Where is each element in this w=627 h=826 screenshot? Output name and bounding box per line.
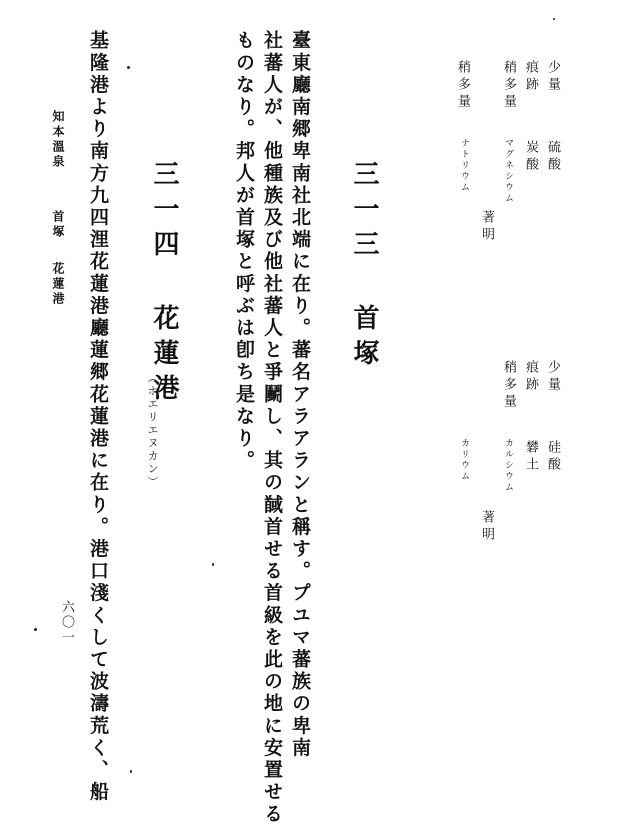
section-313-line-3: ものなり。邦人が首塚と呼ぶは卽ち是なり。 — [233, 30, 255, 472]
table2-name-1: 硅酸 — [545, 440, 560, 474]
table1-name-4: ナトリウム — [459, 138, 469, 193]
ink-speck — [212, 563, 214, 566]
page-number: 六〇一 — [59, 600, 74, 645]
table2-name-3: カルシウム — [503, 438, 513, 493]
ink-speck — [553, 18, 555, 20]
section-313-line-1: 臺東廳南郷卑南社北端に在り。蕃名アラアランと稱す。プユマ蕃族の卑南 — [289, 30, 311, 760]
section-314-heading: 三一四 花蓮港 — [149, 160, 179, 409]
table1-amount-2: 痕跡 — [523, 60, 538, 94]
sidebar-item-chimoto-onsen: 知本溫泉 — [51, 110, 65, 170]
table2-note-3: 著明 — [479, 510, 494, 544]
table2-amount-2: 痕跡 — [523, 360, 538, 394]
section-313-heading: 三一三 首塚 — [349, 160, 379, 374]
table2-amount-1: 少量 — [545, 360, 560, 394]
ink-speck — [127, 66, 130, 69]
section-313-line-2: 社蕃人が、他種族及び他社蕃人と爭鬭し、其の馘首せる首級を此の地に安置せる — [261, 30, 283, 826]
table2-amount-3: 稍多量 — [501, 360, 516, 411]
section-314-furigana: （ホエリエヌカン） — [146, 372, 159, 489]
table1-name-3: マグネシウム — [503, 138, 513, 204]
table1-name-1: 硫酸 — [545, 140, 560, 174]
ink-speck — [34, 628, 37, 631]
section-314-line-1: 基隆港より南方九四浬花蓮港廳蓮郷花蓮港に在り。港口淺くして波濤荒く、船 — [87, 30, 109, 804]
table2-name-2: 礬土 — [523, 440, 538, 474]
table1-name-2: 炭酸 — [523, 140, 538, 174]
table1-amount-3: 稍多量 — [501, 60, 516, 111]
table1-amount-4: 稍多量 — [455, 60, 470, 111]
table2-name-4: カリウム — [459, 438, 469, 482]
sidebar-item-kubizuka: 首塚 — [51, 210, 65, 240]
table1-note-3: 著明 — [479, 210, 494, 244]
sidebar-item-karenko: 花蓮港 — [51, 262, 65, 307]
ink-speck — [130, 770, 132, 773]
table1-amount-1: 少量 — [545, 60, 560, 94]
